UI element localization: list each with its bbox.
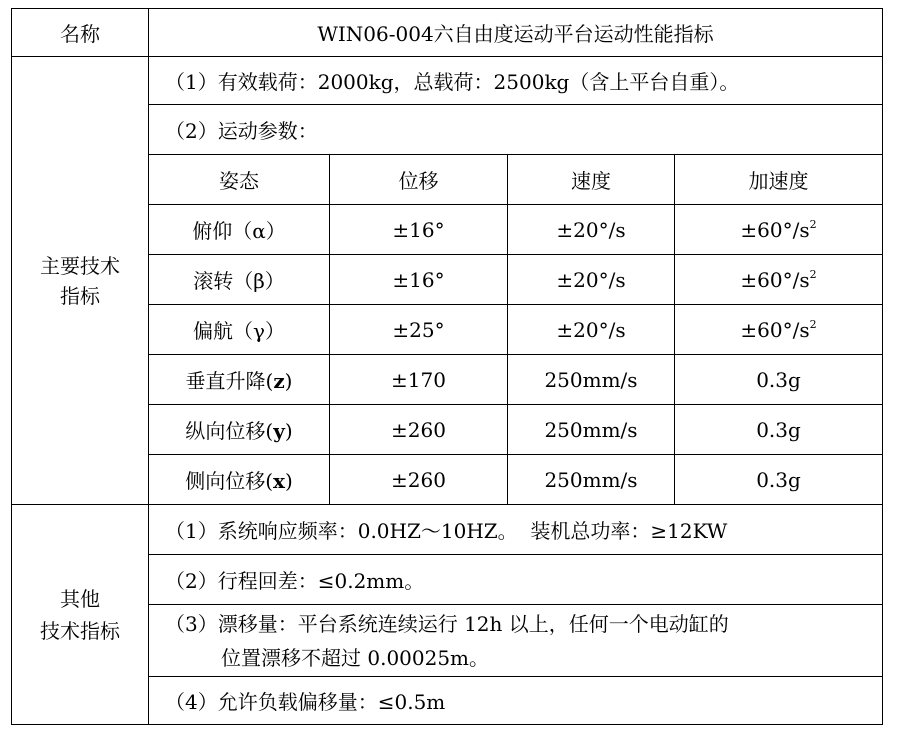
velocity-cell: ±20°/s [508,255,675,305]
velocity-cell: 250mm/s [508,355,675,405]
acceleration-cell: 0.3g [675,455,883,505]
payload-cell [149,57,883,105]
col-header-velocity: 速度 [508,155,675,205]
pose-label: 垂直升降( [185,369,274,393]
pose-cell: 俯仰（α） [149,205,330,255]
pose-cell [149,405,330,455]
other-spec-cell [149,677,883,725]
acceleration-value: ±60°/s [740,267,810,292]
acceleration-exponent: 2 [809,267,817,281]
motion-params-cell [149,105,883,155]
payload-text: （1）有效载荷：2000kg，总载荷：2500kg（含上平台自重）。 [165,70,740,94]
drift-text: （3）漂移量：平台系统连续运行 12h 以上，任何一个电动缸的 [165,611,729,636]
displacement-cell: ±16° [330,255,508,305]
velocity-cell: ±20°/s [508,205,675,255]
acceleration-value: ±60°/s [740,317,810,342]
axis-label: x [273,469,285,493]
acceleration-cell [675,205,883,255]
other-specs-label: 其他 技术指标 [40,586,120,643]
displacement-cell: ±170 [330,355,508,405]
other-spec-cell [149,555,883,605]
drift-text-continued: 位置漂移不超过 0.00025m。 [221,645,490,670]
response-frequency-text: （1）系统响应频率：0.0HZ～10HZ。 装机总功率：≥12KW [165,519,728,543]
header-row [12,9,883,57]
acceleration-cell [675,255,883,305]
pose-cell [149,455,330,505]
displacement-cell: ±260 [330,455,508,505]
acceleration-cell: 0.3g [675,405,883,455]
displacement-cell: ±260 [330,405,508,455]
other-spec-cell [149,605,883,677]
main-specs-label: 主要技术 指标 [40,253,120,308]
pose-close: ) [284,469,293,493]
pose-close: ) [284,369,293,393]
acceleration-exponent: 2 [809,317,817,331]
other-spec-row [12,505,883,555]
main-specs-label-cell [12,57,149,505]
payload-row [12,57,883,105]
other-spec-cell [149,505,883,555]
pose-cell: 滚转（β） [149,255,330,305]
pose-close: ) [284,419,293,443]
title-cell [149,9,883,57]
motion-params-text: （2）运动参数： [165,119,318,143]
axis-label: y [273,419,285,443]
displacement-cell: ±16° [330,205,508,255]
acceleration-exponent: 2 [809,217,817,231]
pose-label: 纵向位移( [185,419,274,443]
velocity-cell: 250mm/s [508,405,675,455]
col-header-pose: 姿态 [149,155,330,205]
displacement-cell: ±25° [330,305,508,355]
velocity-cell: ±20°/s [508,305,675,355]
pose-cell [149,355,330,405]
performance-spec-table [11,8,883,725]
table-title: WIN06-004六自由度运动平台运动性能指标 [317,22,714,46]
col-header-acceleration: 加速度 [675,155,883,205]
pose-label: 侧向位移( [185,469,274,493]
velocity-cell: 250mm/s [508,455,675,505]
name-label-cell [12,9,149,57]
acceleration-cell: 0.3g [675,355,883,405]
acceleration-value: ±60°/s [740,217,810,242]
name-label: 名称 [60,22,100,46]
col-header-displacement: 位移 [330,155,508,205]
pose-cell: 偏航（γ） [149,305,330,355]
acceleration-cell [675,305,883,355]
backlash-text: （2）行程回差：≤0.2mm。 [165,569,425,593]
load-offset-text: （4）允许负载偏移量：≤0.5m [165,690,446,714]
axis-label: z [273,369,285,393]
other-specs-label-cell [12,505,149,725]
